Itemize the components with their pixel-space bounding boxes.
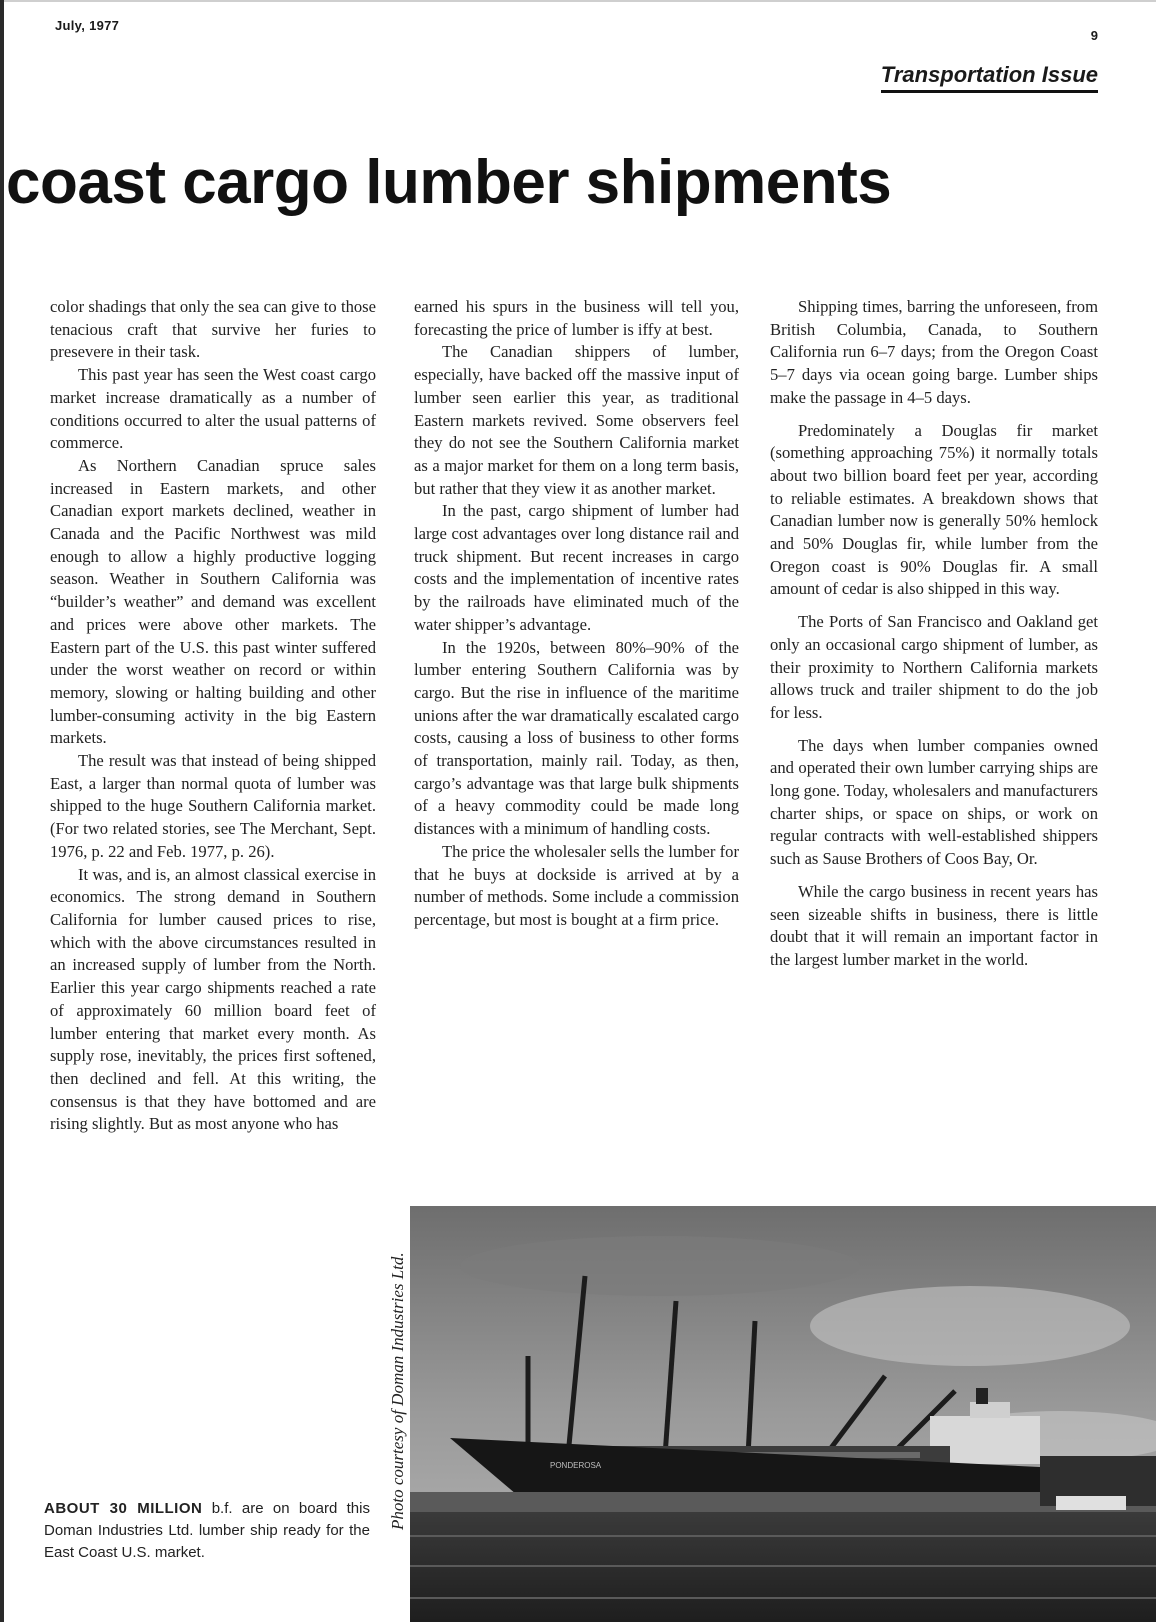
photo-caption — [44, 1498, 370, 1564]
paragraph: In the past, cargo shipment of lumber had large cost advantages over long distance rail and truck shipment. But recent increases in cargo costs and the implementation of incentive rates by the railroads have eliminated much of the water shipper’s advantage. — [414, 501, 739, 634]
hull-name: PONDEROSA — [550, 1461, 602, 1470]
paragraph: In the 1920s, between 80%–90% of the lumber entering Southern California was by cargo. But the rise in influence of the maritime unions after the war dramatically escalated cargo costs, causing a loss of business to other forms of transportation, mainly rail. Today, as then, cargo’s advantage was that large bulk shipments of a heavy commodity could be made long distances with a minimum of handling costs. — [414, 637, 739, 839]
ship-photo — [410, 1206, 1156, 1622]
paragraph: While the cargo business in recent years has seen sizeable shifts in business, there is little doubt that it will remain an important factor in the largest lumber market in the world. — [770, 881, 1098, 969]
paragraph: earned his spurs in the business will tell you, forecasting the price of lumber is iffy at best. — [414, 297, 739, 339]
paragraph: As Northern Canadian spruce sales increased in Eastern markets, and other Canadian export markets declined, weather in Canada and the Pacific Northwest was mild enough to allow a highly productive logging season. Weather in Southern California was “builder’s weather” and demand was excellent and prices were above other markets. The Eastern part of the U.S. this past winter suffered under the worst weather on record or within memory, slowing or halting building and other lumber-consuming activity in the big Eastern markets. — [50, 455, 376, 748]
paragraph: This past year has seen the West coast cargo market increase dramatically as a number of conditions occurred to alter the usual patterns of commerce. — [50, 365, 376, 453]
paragraph: It was, and is, an almost classical exercise in economics. The strong demand in Southern California for lumber caused prices to rise, which with the above circumstances resulted in an increased supply of lumber from the North. Earlier this year cargo shipments reached a rate of approximately 60 million board feet of lumber entering that market every month. As supply rose, inevitably, the prices first softened, then declined and fell. At this writing, the consensus is that they have bottomed and are rising slightly. But as most anyone who has — [50, 864, 376, 1134]
paragraph: The Canadian shippers of lumber, especially, have backed off the massive input of lumber seen earlier this year, as traditional Eastern markets revived. Some observers feel they do not see the Southern California market as a major market for them on a long term basis, but rather that they view it as another market. — [414, 342, 739, 498]
paragraph: The Ports of San Francisco and Oakland get only an occasional cargo shipment of lumber, as their proximity to Northern California markets allows truck and trailer shipment to do the job for less. — [770, 612, 1098, 722]
article-headline: coast cargo lumber shipments — [6, 148, 892, 217]
section-title: Transportation Issue — [881, 62, 1098, 93]
caption-lead: ABOUT 30 MILLION — [44, 1500, 203, 1517]
paragraph: color shadings that only the sea can give to those tenacious craft that survive her furies to presevere in their task. — [50, 297, 376, 362]
article-column-2 — [414, 296, 739, 932]
issue-date: July, 1977 — [55, 18, 120, 33]
article-column-3 — [770, 296, 1098, 972]
article-column-1 — [50, 296, 376, 1136]
paragraph: The days when lumber companies owned and operated their own lumber carrying ships are long gone. Today, wholesalers and manufacturers charter ships, or space on ships, or work on regular contracts with well-established shippers such as Sause Brothers of Coos Bay, Or. — [770, 735, 1098, 869]
paragraph: The result was that instead of being shipped East, a larger than normal quota of lumber was shipped to the huge Southern California market. (For two related stories, see The Merchant, Sept. 1976, p. 22 and Feb. 1977, p. 26). — [50, 751, 376, 861]
paragraph: The price the wholesaler sells the lumber for that he buys at dockside is arrived at by a number of methods. Some include a commission percentage, but most is bought at a firm price. — [414, 841, 739, 929]
page-number: 9 — [1090, 28, 1098, 43]
lumber-ship-image — [410, 1206, 1156, 1622]
page-binding-edge — [0, 0, 4, 1622]
page-top-rule — [0, 0, 1156, 2]
paragraph: Predominately a Douglas fir market (something approaching 75%) it normally totals about two billion board feet per year, according to reliable estimates. A breakdown shows that Canadian lumber now is generally 50% hemlock and 50% Douglas fir, while lumber from the Oregon coast is 90% Douglas fir. A small amount of cedar is also shipped in this way. — [770, 420, 1098, 599]
caption-text: b.f. are on board this Doman Industries Ltd. lumber ship ready for the East Coast U.S. market. — [44, 1500, 370, 1561]
photo-credit: Photo courtesy of Doman Industries Ltd. — [388, 1252, 407, 1530]
paragraph: Shipping times, barring the unforeseen, from British Columbia, Canada, to Southern California run 6–7 days; from the Oregon Coast 5–7 days via ocean going barge. Lumber ships make the passage in 4–5 days. — [770, 297, 1098, 407]
